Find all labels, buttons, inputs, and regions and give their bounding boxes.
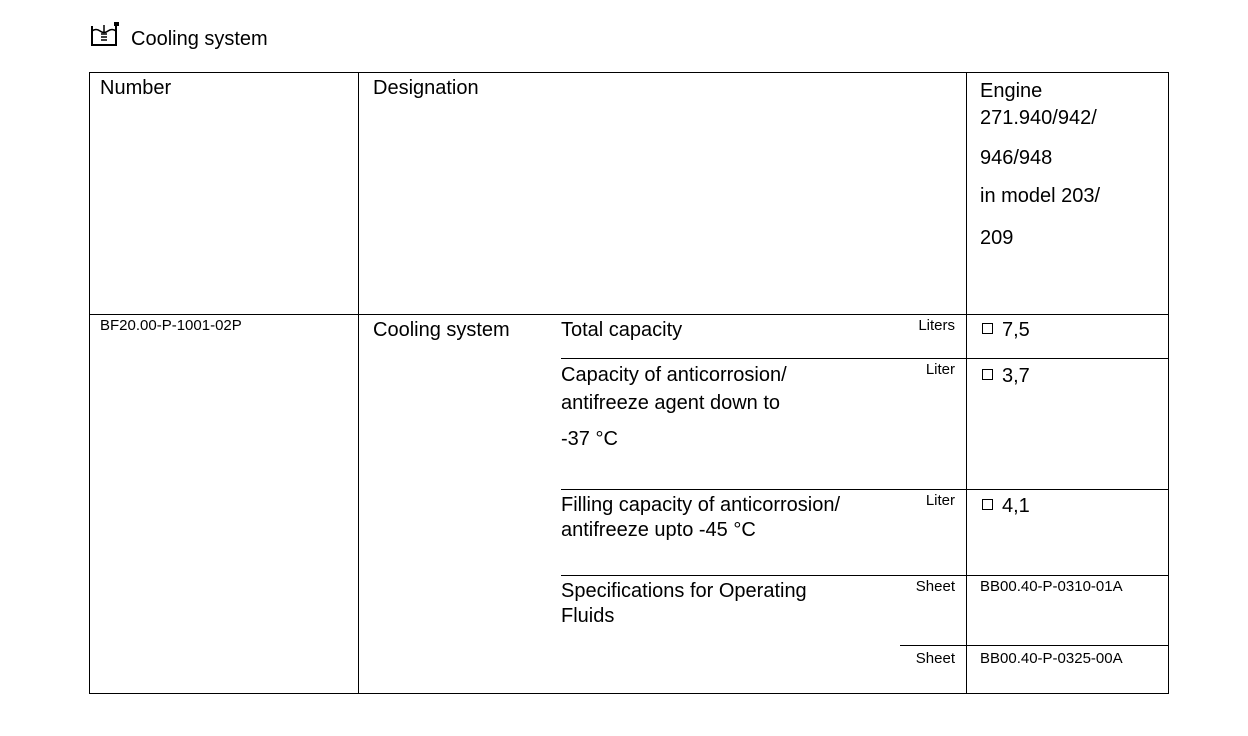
item-label: Capacity of anticorrosion/ bbox=[561, 364, 787, 386]
item-unit: Liter bbox=[925, 492, 955, 509]
item-label: antifreeze upto -45 °C bbox=[561, 519, 756, 541]
engine-line: 209 bbox=[980, 227, 1014, 249]
item-label: antifreeze agent down to bbox=[561, 392, 781, 414]
item-label: -37 °C bbox=[561, 428, 618, 450]
row-number: BF20.00-P-1001-02P bbox=[100, 317, 242, 334]
item-value-text: 7,5 bbox=[1002, 319, 1030, 341]
divider bbox=[561, 489, 1168, 490]
page-title: Cooling system bbox=[131, 28, 268, 50]
divider bbox=[900, 645, 1168, 646]
item-unit: Sheet bbox=[915, 578, 955, 595]
column-header-designation: Designation bbox=[373, 77, 479, 99]
divider bbox=[561, 358, 1168, 359]
item-value bbox=[982, 494, 1030, 519]
column-header-number: Number bbox=[100, 77, 172, 99]
sheet-reference: BB00.40-P-0310-01A bbox=[980, 578, 1123, 595]
engine-line: 946/948 bbox=[980, 147, 1053, 169]
column-header-engine: Engine bbox=[980, 80, 1043, 102]
checkbox-square-icon bbox=[982, 499, 993, 510]
item-value-text: 3,7 bbox=[1002, 365, 1030, 387]
divider bbox=[90, 314, 1168, 315]
item-label: Filling capacity of anticorrosion/ bbox=[561, 494, 841, 516]
item-value-text: 4,1 bbox=[1002, 495, 1030, 517]
divider bbox=[966, 73, 967, 693]
row-designation: Cooling system bbox=[373, 319, 510, 341]
item-unit: Liters bbox=[918, 317, 955, 334]
coolant-reservoir-icon bbox=[90, 22, 120, 48]
sheet-reference: BB00.40-P-0325-00A bbox=[980, 650, 1123, 667]
engine-line: 271.940/942/ bbox=[980, 107, 1097, 129]
item-unit: Liter bbox=[925, 361, 955, 378]
engine-line: in model 203/ bbox=[980, 185, 1101, 207]
item-label: Total capacity bbox=[561, 319, 683, 341]
item-label: Specifications for Operating bbox=[561, 580, 807, 602]
divider bbox=[358, 73, 359, 693]
checkbox-square-icon bbox=[982, 369, 993, 380]
item-value bbox=[982, 364, 1030, 389]
divider bbox=[561, 575, 1168, 576]
item-value bbox=[982, 318, 1030, 343]
item-unit: Sheet bbox=[915, 650, 955, 667]
checkbox-square-icon bbox=[982, 323, 993, 334]
item-label: Fluids bbox=[561, 605, 615, 627]
